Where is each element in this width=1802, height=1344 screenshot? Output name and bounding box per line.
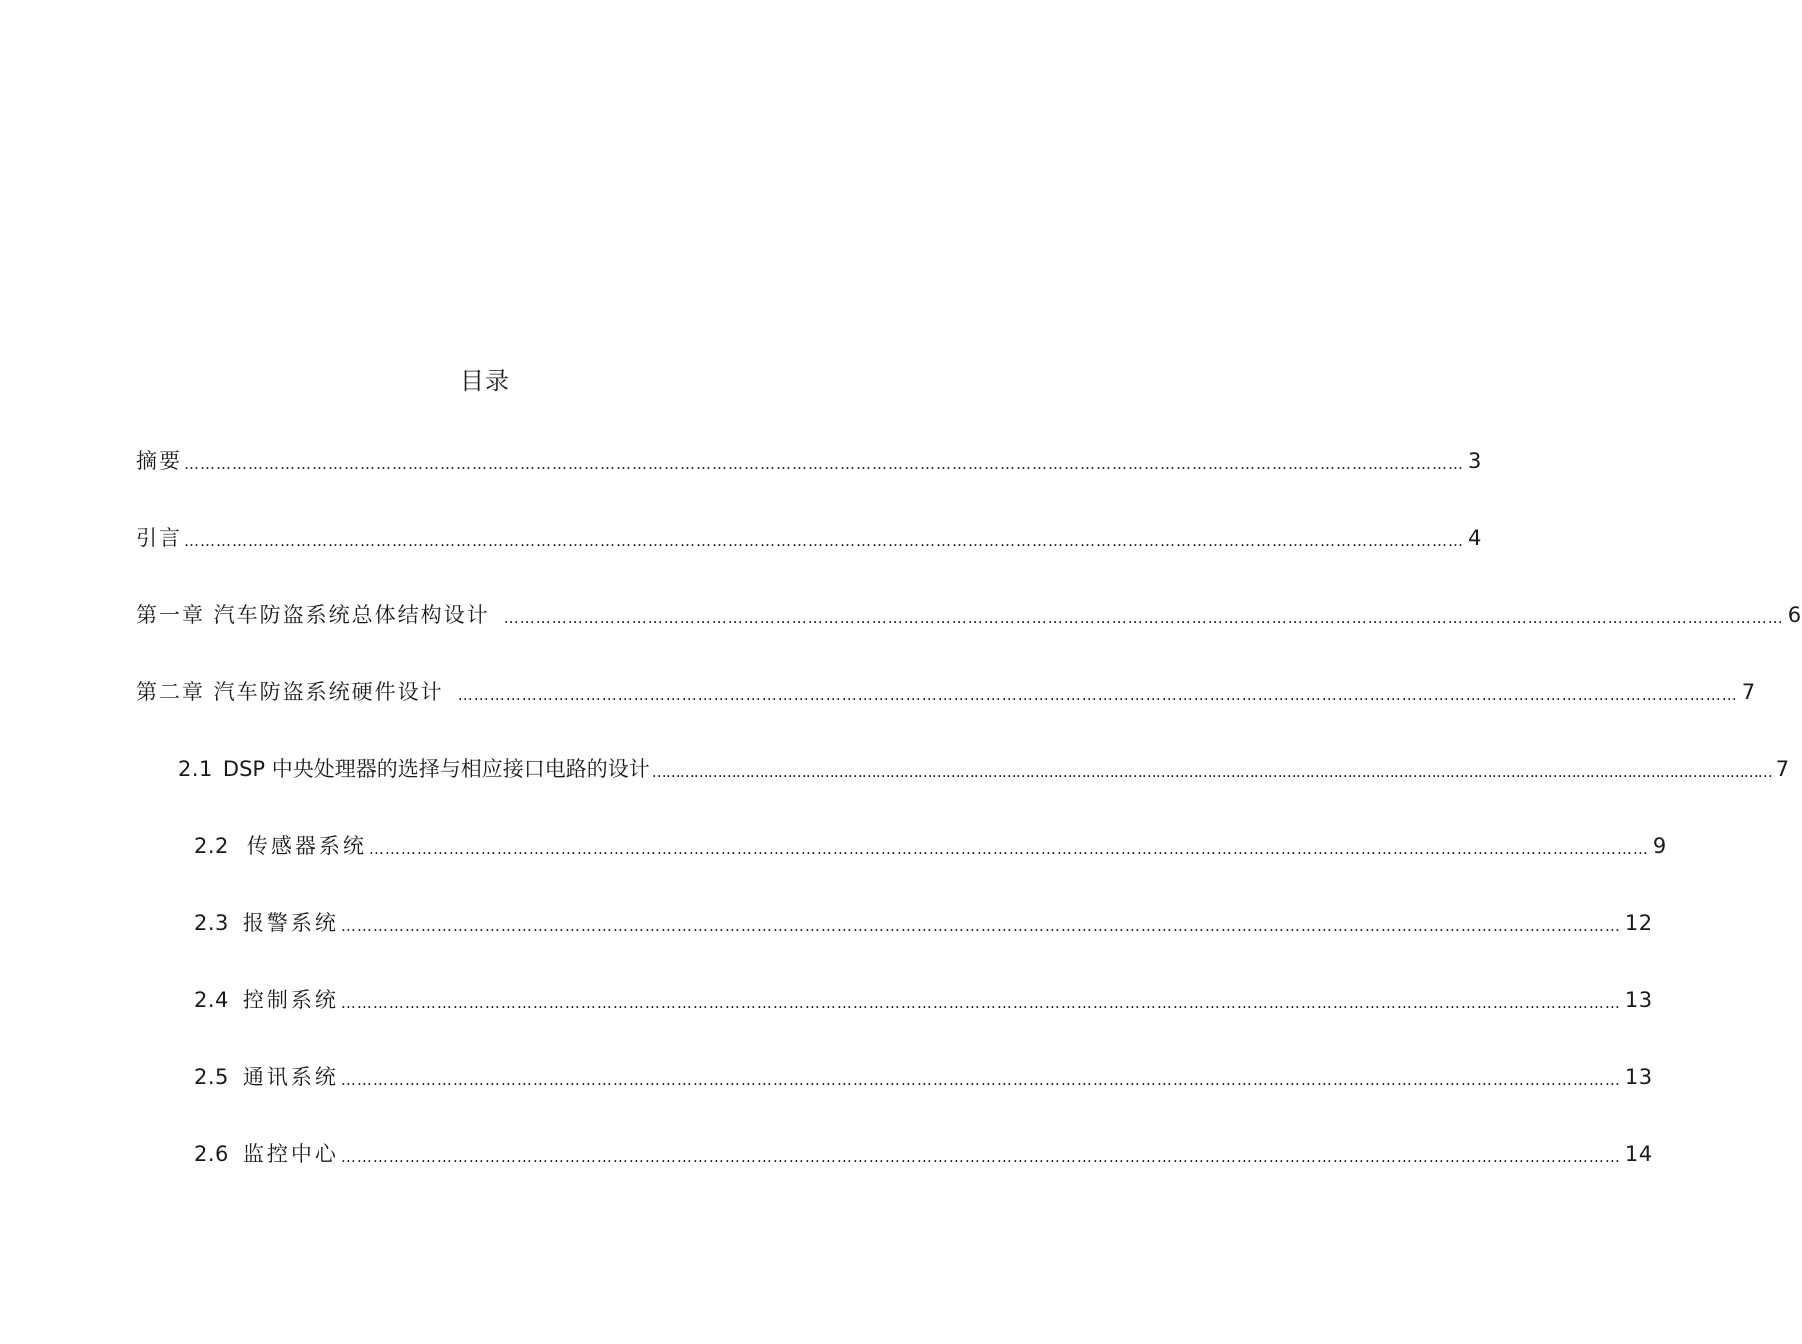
toc-leader-dots: ……………………………………………………………………………………………………………………………………………………………………………………………………………………: [340, 917, 1621, 935]
toc-entry-section-2-5[interactable]: [194, 1060, 1653, 1094]
toc-entry-section-2-6[interactable]: [194, 1137, 1653, 1171]
toc-entry-text: 摘要: [136, 449, 182, 473]
toc-leader-dots: ……………………………………………………………………………………………………………………………………………………………………………………………………………………: [340, 1148, 1621, 1166]
toc-entry-text: DSP 中央处理器的选择与相应接口电路的设计: [222, 757, 650, 781]
toc-section-number: 2.5: [194, 1065, 229, 1089]
toc-entry-text: 传感器系统: [246, 834, 367, 858]
toc-leader-dots: ……………………………………………………………………………………………………………………………………………………………………………………………………………………: [457, 686, 1738, 704]
toc-entry-text: 报警系统: [242, 911, 339, 935]
toc-entry-section-2-2[interactable]: [194, 829, 1667, 863]
toc-entry-section-2-1[interactable]: [178, 752, 1790, 786]
toc-entry-section-2-3[interactable]: [194, 906, 1653, 940]
toc-page-number: 6: [1787, 603, 1802, 627]
toc-section-number: 2.3: [194, 911, 229, 935]
toc-entry-chapter-1[interactable]: [136, 598, 1802, 632]
toc-section-number: 2.6: [194, 1142, 229, 1166]
toc-leader-dots: ……………………………………………………………………………………………………………………………………………………………………………………………………………………: [340, 1071, 1621, 1089]
toc-leader-dots: ……………………………………………………………………………………………………………………………………………………………………………………………………………………: [184, 455, 1464, 473]
toc-entry-text: 第一章 汽车防盗系统总体结构设计: [136, 603, 490, 627]
toc-entry-section-2-4[interactable]: [194, 983, 1653, 1017]
toc-entry-text: 通讯系统: [242, 1065, 339, 1089]
toc-section-number: 2.1: [178, 757, 213, 781]
toc-entry-chapter-2[interactable]: [136, 675, 1756, 709]
toc-page-number: 7: [1741, 680, 1756, 704]
toc-leader-dots: ……………………………………………………………………………………………………………………………………………………………………………………………………………………: [503, 609, 1784, 627]
toc-page-number: 7: [1775, 757, 1790, 781]
toc-leader-dots: ……………………………………………………………………………………………………………………………………………………………………………………………………………………: [184, 532, 1464, 550]
toc-page-number: 9: [1652, 834, 1667, 858]
toc-page-number: 14: [1624, 1142, 1653, 1166]
toc-entry-text: 第二章 汽车防盗系统硬件设计: [136, 680, 444, 704]
toc-page-number: 4: [1468, 526, 1482, 550]
toc-entry-text: 引言: [136, 526, 182, 550]
toc-entry-text: 控制系统: [242, 988, 339, 1012]
toc-section-number: 2.4: [194, 988, 229, 1012]
toc-leader-dots: ……………………………………………………………………………………………………………………………………………………………………………………………………………………: [340, 994, 1621, 1012]
toc-leader-dots: ……………………………………………………………………………………………………………………………………………………………………………………………………………………: [651, 763, 1772, 781]
toc-entry-introduction[interactable]: [136, 521, 1482, 555]
toc-page-number: 13: [1624, 1065, 1653, 1089]
toc-leader-dots: ……………………………………………………………………………………………………………………………………………………………………………………………………………………: [368, 840, 1649, 858]
toc-title: 目录: [460, 367, 510, 395]
toc-section-number: 2.2: [194, 834, 229, 858]
toc-entry-abstract[interactable]: [136, 444, 1482, 478]
toc-page-number: 12: [1624, 911, 1653, 935]
toc-entry-text: 监控中心: [242, 1142, 339, 1166]
toc-page-number: 13: [1624, 988, 1653, 1012]
toc-page-number: 3: [1468, 449, 1482, 473]
